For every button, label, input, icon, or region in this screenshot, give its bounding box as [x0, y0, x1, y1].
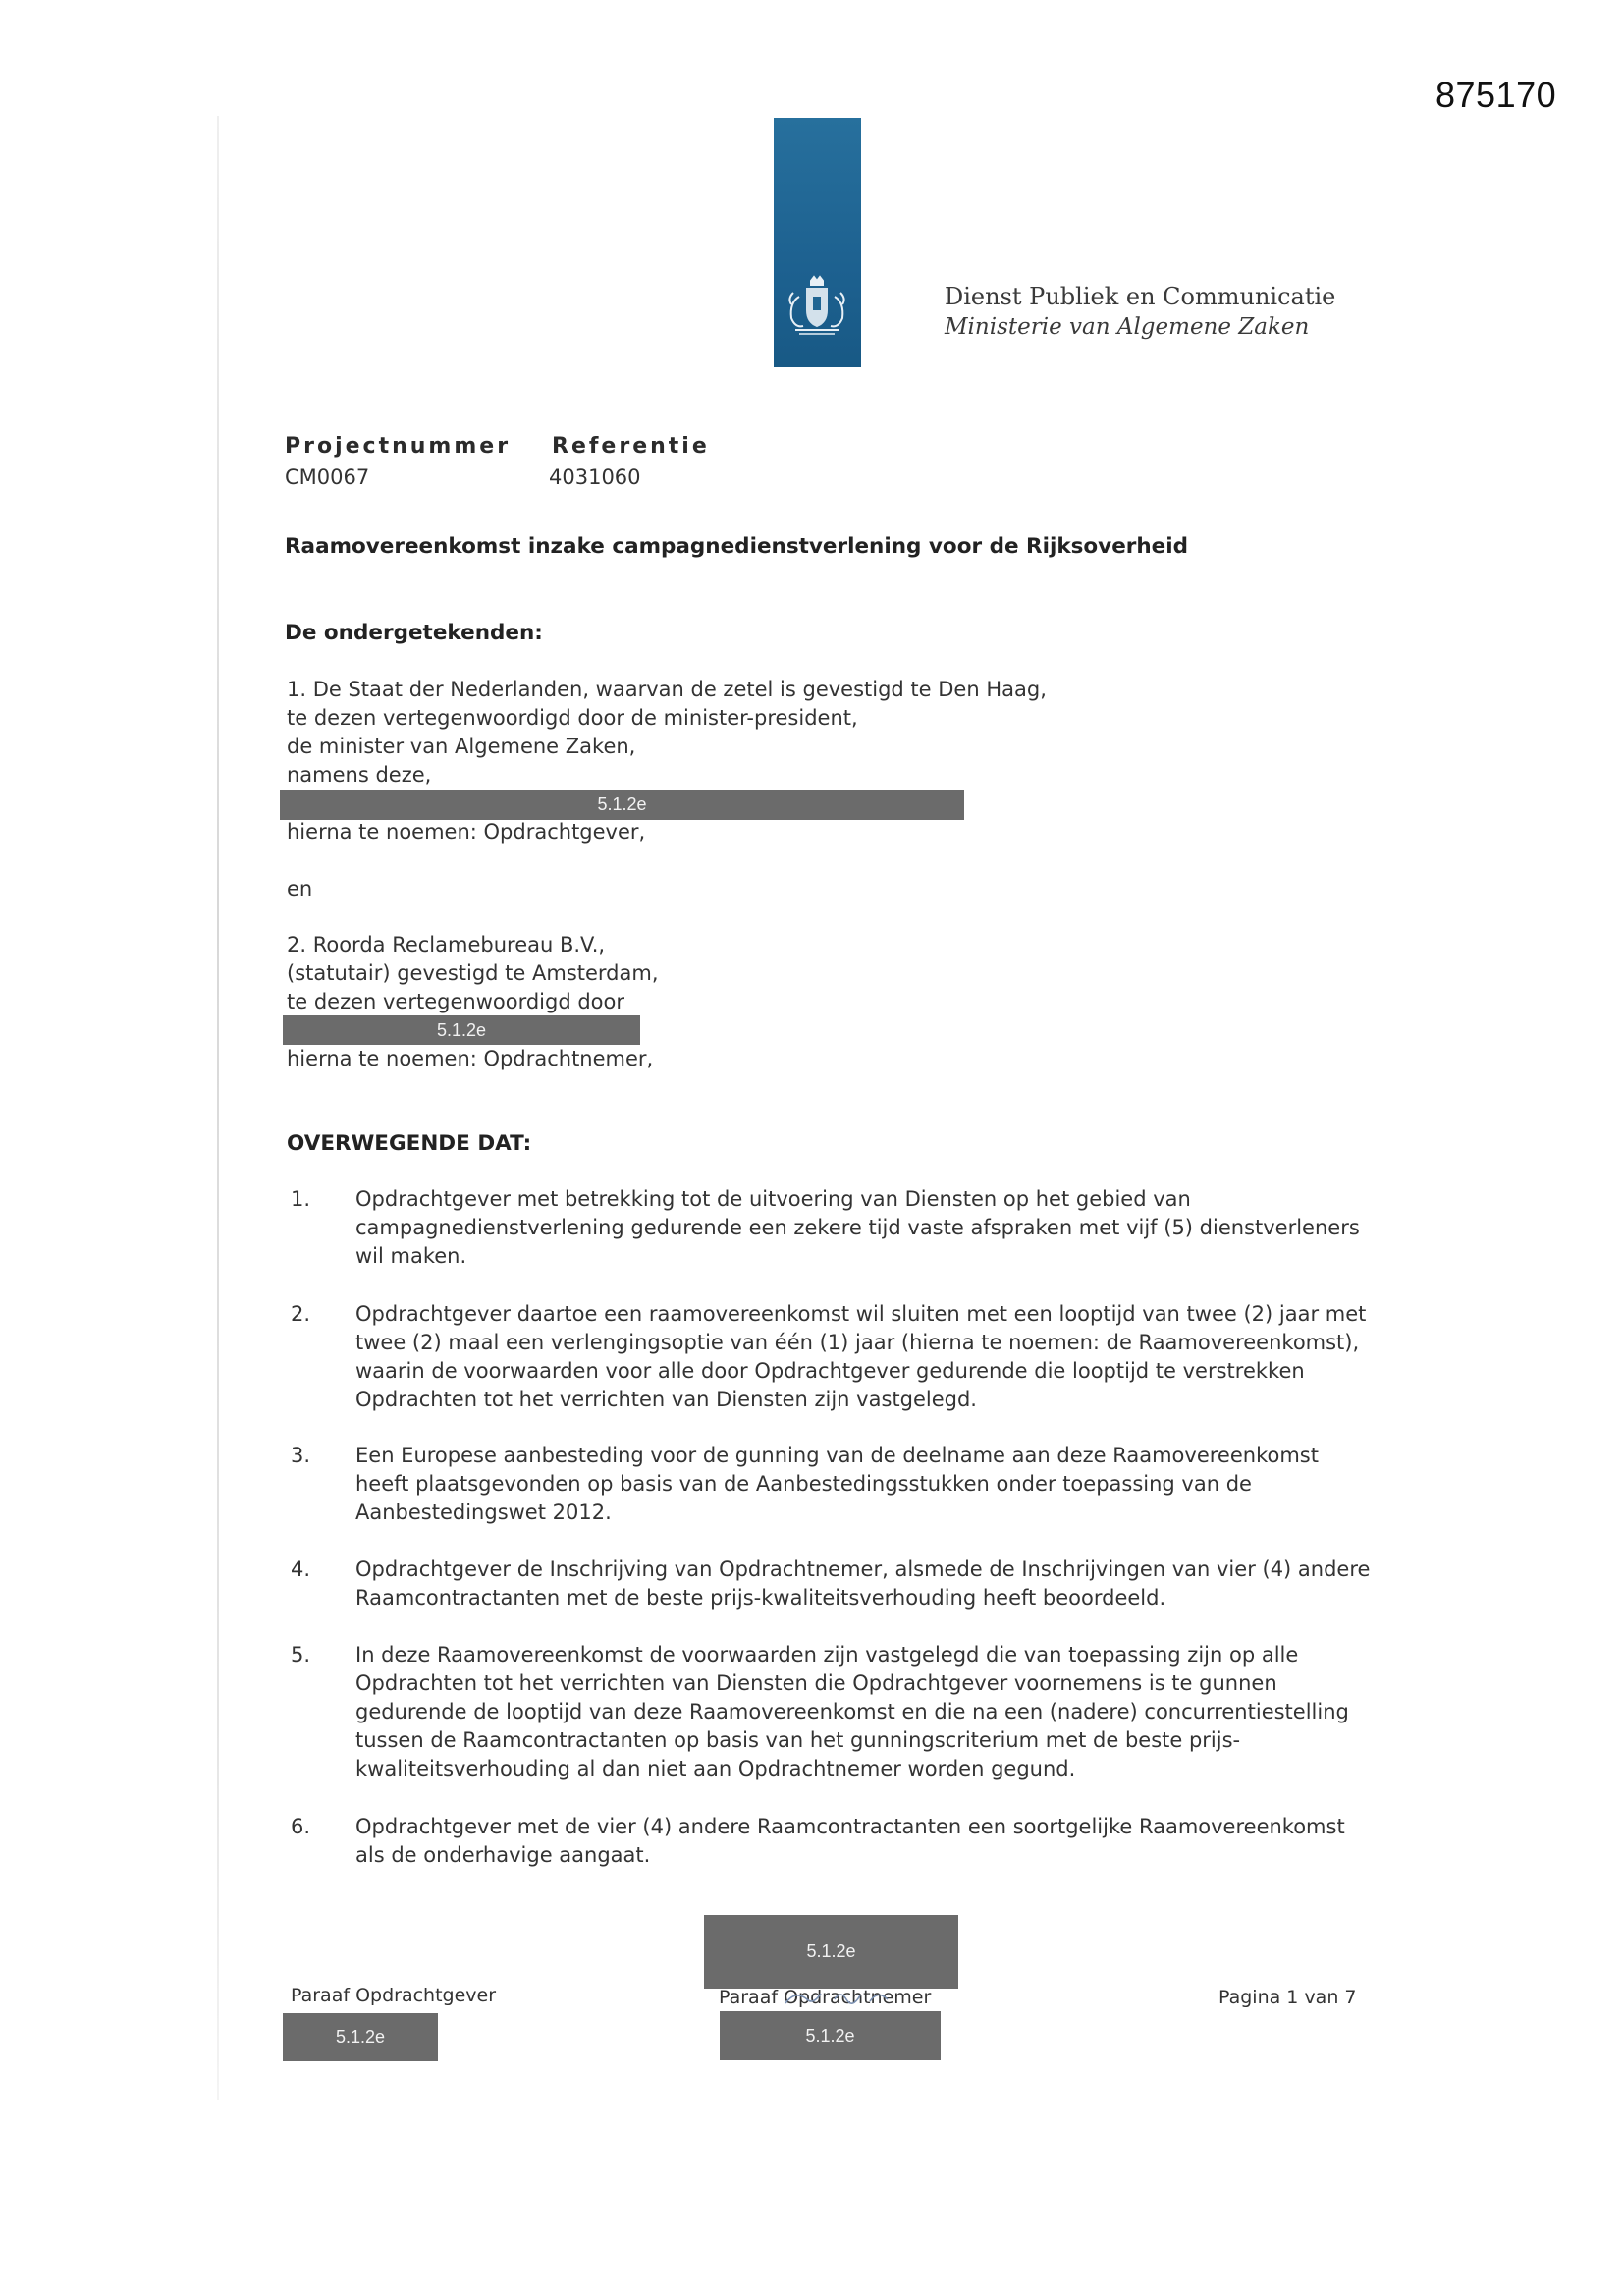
scan-edge-line: [217, 116, 219, 2100]
document-number: 875170: [1435, 75, 1557, 115]
organization-name: Dienst Publiek en Communicatie: [945, 283, 1336, 310]
signature-scribble: [776, 1982, 923, 2011]
consideration-number: 6.: [291, 1815, 311, 1838]
rijksoverheid-logo-band: [774, 118, 861, 367]
document-title: Raamovereenkomst inzake campagnedienstverlening voor de Rijksoverheid: [285, 534, 1189, 559]
redaction-block: 5.1.2e: [280, 790, 964, 820]
consideration-text: Opdrachtgever daartoe een raamovereenkomst wil sluiten met een looptijd van twee (2) jaar met twee (2) maal een verlengingsoptie van één (1) jaar (hierna te noemen: de Raamovereenkomst), waarin de voorwaarden voor alle door Opdrachtgever gedurende die looptijd te verstrekken Opdrachten tot het verrichten van Diensten zijn vastgelegd.: [355, 1302, 1367, 1411]
consideration-number: 1.: [291, 1187, 311, 1211]
redaction-block: 5.1.2e: [720, 2011, 941, 2060]
consideration-number: 4.: [291, 1558, 311, 1581]
party2-line: (statutair) gevestigd te Amsterdam,: [287, 961, 659, 985]
reference-label: Referentie: [552, 434, 710, 459]
party2-line: te dezen vertegenwoordigd door: [287, 990, 624, 1013]
party1-line: te dezen vertegenwoordigd door de minister-president,: [287, 706, 858, 730]
project-number-label: Projectnummer: [285, 434, 512, 459]
conjunction-text: en: [287, 877, 313, 901]
consideration-number: 5.: [291, 1643, 311, 1667]
consideration-number: 2.: [291, 1302, 311, 1326]
party1-closing: hierna te noemen: Opdrachtgever,: [287, 820, 646, 844]
party2-closing: hierna te noemen: Opdrachtnemer,: [287, 1047, 654, 1070]
consideration-text: Opdrachtgever met betrekking tot de uitvoering van Diensten op het gebied van campagnedienstverlening gedurende een zekere tijd vaste afspraken met vijf (5) dienstverleners wil maken.: [355, 1187, 1360, 1268]
parties-heading: De ondergetekenden:: [285, 621, 543, 645]
party2-line: 2. Roorda Reclamebureau B.V.,: [287, 933, 606, 957]
paraaf-client-label: Paraaf Opdrachtgever: [291, 1985, 497, 2006]
project-number-value: CM0067: [285, 465, 370, 489]
consideration-number: 3.: [291, 1444, 311, 1467]
ministry-name: Ministerie van Algemene Zaken: [945, 314, 1310, 340]
paraaf-contractor-label: Paraaf Opdrachtnemer: [719, 1987, 932, 2008]
redaction-block: 5.1.2e: [283, 2013, 438, 2061]
party1-line: de minister van Algemene Zaken,: [287, 735, 636, 758]
consideration-text: Opdrachtgever met de vier (4) andere Raamcontractanten een soortgelijke Raamovereenkomst als de onderhavige aangaat.: [355, 1815, 1345, 1867]
redaction-block: 5.1.2e: [283, 1015, 640, 1045]
consideration-text: Een Europese aanbesteding voor de gunning van de deelname aan deze Raamovereenkomst heeft plaatsgevonden op basis van de Aanbestedingsstukken onder toepassing van de Aanbestedingswet 2012.: [355, 1444, 1319, 1524]
party1-line: namens deze,: [287, 763, 432, 787]
page-indicator: Pagina 1 van 7: [1218, 1987, 1357, 2008]
party1-line: 1. De Staat der Nederlanden, waarvan de zetel is gevestigd te Den Haag,: [287, 678, 1047, 701]
reference-value: 4031060: [549, 465, 641, 489]
redaction-block: 5.1.2e: [704, 1915, 958, 1989]
consideration-text: In deze Raamovereenkomst de voorwaarden zijn vastgelegd die van toepassing zijn op alle Opdrachten tot het verrichten van Diensten die Opdrachtgever voornemens is te gunnen gedurende de looptijd van deze Raamovereenkomst en die na een (nadere) concurrentiestelling tussen de Raamcontractanten op basis van het gunningscriterium met de beste prijs-kwaliteitsverhouding al dan niet aan Opdrachtnemer worden gegund.: [355, 1643, 1349, 1780]
coat-of-arms-icon: [778, 275, 856, 344]
consideration-text: Opdrachtgever de Inschrijving van Opdrachtnemer, alsmede de Inschrijvingen van vier (4) andere Raamcontractanten met de beste prijs-kwaliteitsverhouding heeft beoordeeld.: [355, 1558, 1371, 1610]
considerations-heading: OVERWEGENDE DAT:: [287, 1131, 532, 1156]
